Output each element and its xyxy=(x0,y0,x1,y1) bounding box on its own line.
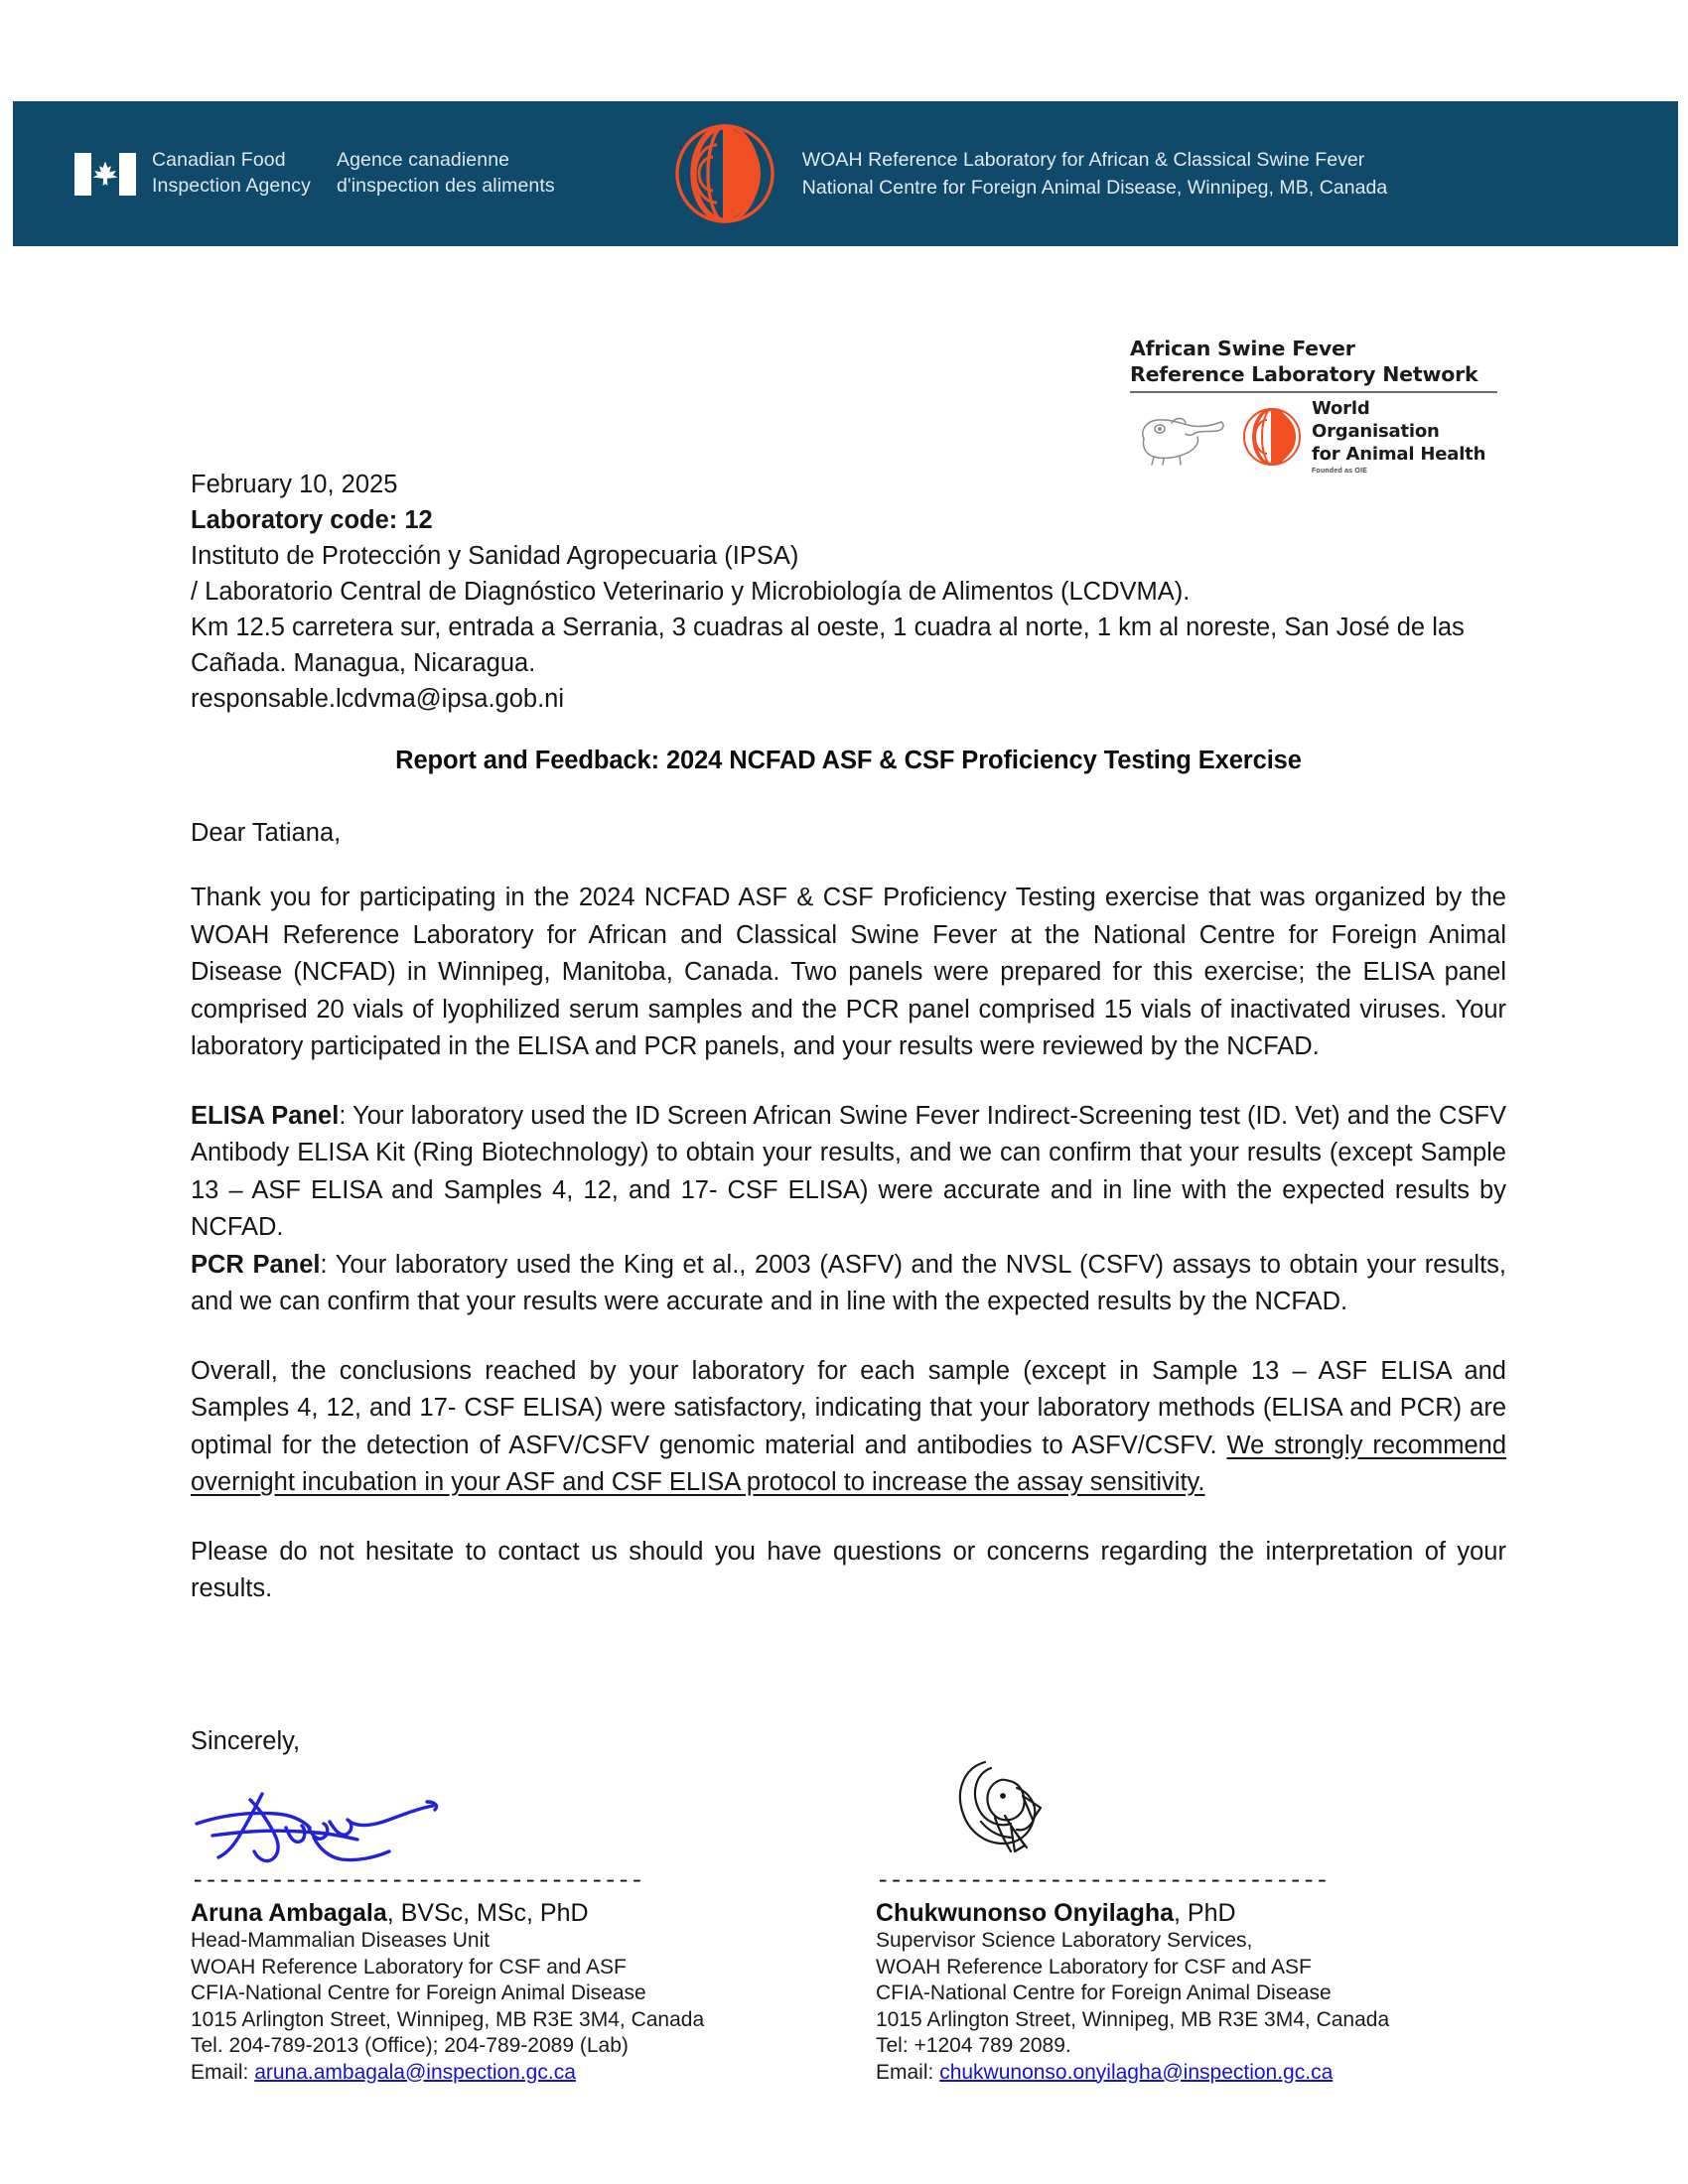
signatory-org2-2: CFIA-National Centre for Foreign Animal Disease xyxy=(876,1981,1332,2004)
signature-block-2 xyxy=(876,1766,1506,2086)
letter-body xyxy=(191,467,1506,1608)
overall-text: Overall, the conclusions reached by your laboratory for each sample (except in Sample 13 – ASF ELISA and Samples 4, 12, and 17- CSF ELISA) were satisfactory, indicating that your laboratory methods (ELISA and PCR) are optimal for the detection of ASFV/CSFV genomic material and antibodies to ASFV/CSFV. xyxy=(191,1356,1506,1459)
woah-logo-group xyxy=(669,123,1388,224)
signatory-address-1: 1015 Arlington Street, Winnipeg, MB R3E 3M4, Canada xyxy=(191,2007,705,2031)
elisa-panel-text: : Your laboratory used the ID Screen African Swine Fever Indirect-Screening test (ID. Vet) and the CSFV Antibody ELISA Kit (Ring Biotechnology) to obtain your results, and we can confirm that your results (except Sample 13 – ASF ELISA and Samples 4, 12, and 17- CSF ELISA) were accurate and in line with the expected results by NCFAD. xyxy=(191,1101,1506,1241)
asf-network-title: African Swine Fever Reference Laboratory Network xyxy=(1130,337,1478,387)
signature-block-1 xyxy=(191,1766,876,2086)
paragraph-intro: Thank you for participating in the 2024 NCFAD ASF & CSF Proficiency Testing exercise that was organized by the WOAH Reference Laboratory for African and Classical Swine Fever at the National Centre for Foreign Animal Disease (NCFAD) in Winnipeg, Manitoba, Canada. Two panels were prepared for this exercise; the ELISA panel comprised 20 vials of lyophilized serum samples and the PCR panel comprised 15 vials of inactivated viruses. Your laboratory participated in the ELISA and PCR panels, and your results were reviewed by the NCFAD. xyxy=(191,884,1506,1060)
signatory-email-row-2: Email: chukwunonso.onyilagha@inspection.gc.ca xyxy=(876,2060,1334,2084)
salutation: Dear Tatiana, xyxy=(191,819,342,847)
overall-recommendation: We strongly recommend overnight incubation in your ASF and CSF ELISA protocol to increase the assay sensitivity. xyxy=(191,1431,1507,1496)
signatory-name-2: Chukwunonso Onyilagha, PhD xyxy=(876,1899,1236,1927)
woah-globe-small-icon xyxy=(1241,407,1303,467)
woah-org-name: World Organisation for Animal Health xyxy=(1312,398,1486,465)
paragraph-elisa-panel xyxy=(191,1098,1506,1247)
recipient-email: responsable.lcdvma@ipsa.gob.ni xyxy=(191,685,565,713)
cfia-english-name: Canadian Food Inspection Agency xyxy=(152,149,311,197)
recipient-institute: Instituto de Protección y Sanidad Agropecuaria (IPSA) xyxy=(191,542,799,570)
pcr-panel-label: PCR Panel xyxy=(191,1250,321,1279)
signatory-org2-1: CFIA-National Centre for Foreign Animal Disease xyxy=(191,1981,646,2004)
pig-outline-icon xyxy=(1130,409,1237,465)
pcr-panel-text: : Your laboratory used the King et al., 2003 (ASFV) and the NVSL (CSFV) assays to obtain your results, and we can confirm that your results were accurate and in line with the expected results by the NCFAD. xyxy=(191,1250,1507,1315)
handwritten-signature-image xyxy=(191,1780,479,1869)
asf-divider xyxy=(1130,391,1497,393)
signature-line-1: ---------------------------------- xyxy=(191,1868,643,1895)
signatory-phone-1: Tel. 204-789-2013 (Office); 204-789-2089 (Lab) xyxy=(191,2034,629,2057)
woah-founded-note: Founded as OIE xyxy=(1312,468,1368,476)
paragraph-pcr-panel xyxy=(191,1247,1506,1321)
signature-area xyxy=(191,1727,1506,2086)
sincerely-text: Sincerely, xyxy=(191,1727,301,1755)
laboratory-code: Laboratory code: 12 xyxy=(191,506,433,534)
signatory-title-2: Supervisor Science Laboratory Services, xyxy=(876,1929,1253,1952)
recipient-address: Km 12.5 carretera sur, entrada a Serrania, 3 cuadras al oeste, 1 cuadra al norte, 1 km al noreste, San José de las Cañada. Managua, Nicaragua. xyxy=(191,614,1465,677)
signatory-email-row-1: Email: aruna.ambagala@inspection.gc.ca xyxy=(191,2060,576,2084)
cfia-french-name: Agence canadienne d'inspection des aliments xyxy=(336,149,555,197)
paragraph-closing: Please do not hesitate to contact us should you have questions or concerns regarding the interpretation of your results. xyxy=(191,1537,1506,1602)
woah-globe-icon xyxy=(669,123,780,224)
signatory-phone-2: Tel: +1204 789 2089. xyxy=(876,2034,1071,2057)
signatory-address-2: 1015 Arlington Street, Winnipeg, MB R3E 3M4, Canada xyxy=(876,2007,1390,2031)
paragraph-overall xyxy=(191,1353,1506,1502)
letter-date: February 10, 2025 xyxy=(191,471,398,498)
asf-network-logo xyxy=(1130,336,1497,475)
signatory-email-link-1[interactable]: aruna.ambagala@inspection.gc.ca xyxy=(254,2060,576,2084)
signature-line-2: ---------------------------------- xyxy=(876,1868,1329,1895)
page-header-banner xyxy=(13,101,1678,246)
canada-flag-icon xyxy=(74,153,136,196)
signatory-org1-2: WOAH Reference Laboratory for CSF and ASF xyxy=(876,1955,1312,1979)
signatory-name-1: Aruna Ambagala, BVSc, MSc, PhD xyxy=(191,1899,589,1927)
woah-lab-name: WOAH Reference Laboratory for African & Classical Swine Fever National Centre for Foreign Animal Disease, Winnipeg, MB, Canada xyxy=(801,148,1388,199)
signatory-title-1: Head-Mammalian Diseases Unit xyxy=(191,1929,491,1952)
signatory-org1-1: WOAH Reference Laboratory for CSF and ASF xyxy=(191,1955,627,1979)
signatory-email-link-2[interactable]: chukwunonso.onyilagha@inspection.gc.ca xyxy=(939,2060,1334,2084)
recipient-laboratory: / Laboratorio Central de Diagnóstico Veterinario y Microbiología de Alimentos (LCDVMA). xyxy=(191,578,1191,606)
cfia-logo-group xyxy=(74,148,555,199)
document-title: Report and Feedback: 2024 NCFAD ASF & CSF Proficiency Testing Exercise xyxy=(395,747,1302,774)
handwritten-signature-image-2 xyxy=(945,1752,1059,1866)
elisa-panel-label: ELISA Panel xyxy=(191,1101,340,1130)
